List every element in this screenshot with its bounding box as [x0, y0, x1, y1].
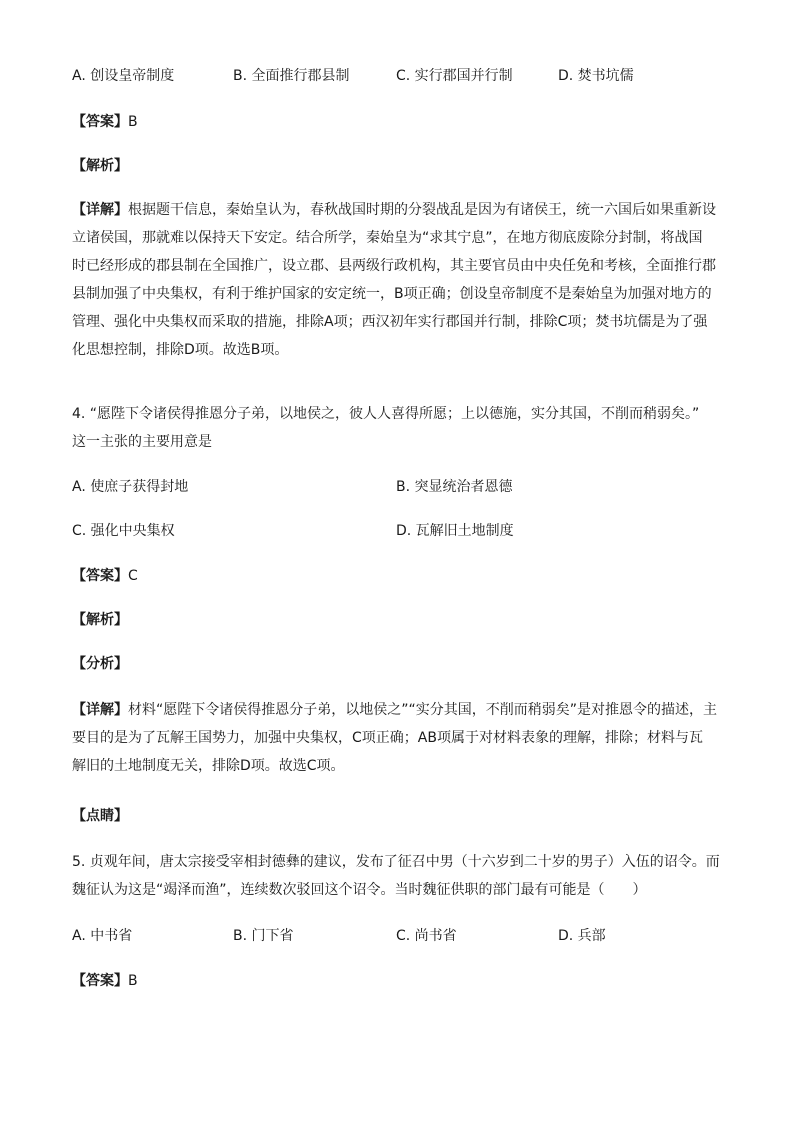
q4-fenxi-tag: 【分析】	[72, 656, 128, 672]
q3-option-b: B. 全面推行郡县制	[233, 68, 350, 84]
detail-tag: 【详解】	[72, 202, 128, 218]
q3-option-a: A. 创设皇帝制度	[72, 68, 175, 84]
answer-value: B	[128, 973, 138, 989]
answer-value: B	[128, 114, 138, 130]
q4-option-c: C. 强化中央集权	[72, 523, 175, 539]
answer-value: C	[128, 568, 138, 584]
q3-option-d: D. 焚书坑儒	[558, 68, 634, 84]
q4-option-a: A. 使庶子获得封地	[72, 479, 189, 495]
q4-dianjing-tag: 【点睛】	[72, 808, 128, 824]
answer-tag: 【答案】	[72, 114, 128, 130]
detail-tag: 【详解】	[72, 702, 128, 718]
stem-line: 4. “愿陛下令诸侯得推恩分子弟，以地侯之，彼人人喜得所愿；上以德施，实分其国，不削而稍弱矣。”	[72, 406, 700, 422]
detail-line: 【详解】材料“愿陛下令诸侯得推恩分子弟，以地侯之”“实分其国，不削而稍弱矣”是对推恩令的描述，主	[72, 702, 718, 718]
q5-option-a: A. 中书省	[72, 928, 133, 944]
q4-stem	[72, 400, 724, 456]
q4-option-b: B. 突显统治者恩德	[396, 479, 513, 495]
q4-answer	[72, 566, 138, 586]
detail-line: 时已经形成的郡县制在全国推广，设立郡、县两级行政机构，其主要官员由中央任免和考核，全面推行郡	[72, 258, 716, 274]
detail-line: 县制加强了中央集权，有利于维护国家的安定统一，B项正确；创设皇帝制度不是秦始皇为加强对地方的	[72, 286, 712, 302]
answer-tag: 【答案】	[72, 568, 128, 584]
detail-line: 解旧的土地制度无关，排除D项。故选C项。	[72, 758, 345, 774]
q5-answer	[72, 971, 138, 991]
q5-option-d: D. 兵部	[558, 928, 606, 944]
q5-stem	[72, 848, 724, 904]
q3-option-c: C. 实行郡国并行制	[396, 68, 513, 84]
q3-detail	[72, 196, 724, 364]
stem-line: 魏征认为这是“竭泽而渔”，连续数次驳回这个诏令。当时魏征供职的部门最有可能是（ ）	[72, 882, 647, 898]
detail-line: 【详解】根据题干信息，秦始皇认为，春秋战国时期的分裂战乱是因为有诸侯王，统一六国后如果重新设	[72, 202, 716, 218]
q3-analysis-tag: 【解析】	[72, 158, 128, 174]
answer-tag: 【答案】	[72, 973, 128, 989]
q5-option-c: C. 尚书省	[396, 928, 457, 944]
q4-detail	[72, 696, 724, 780]
q3-answer	[72, 112, 138, 132]
detail-line: 立诸侯国，那就难以保持天下安定。结合所学，秦始皇为“求其宁息”，在地方彻底废除分封制，将战国	[72, 230, 703, 246]
detail-line: 要目的是为了瓦解王国势力，加强中央集权，C项正确；AB项属于对材料表象的理解，排除；材料与瓦	[72, 730, 703, 746]
stem-line: 这一主张的主要用意是	[72, 434, 212, 450]
detail-line: 管理、强化中央集权而采取的措施，排除A项；西汉初年实行郡国并行制，排除C项；焚书坑儒是为了强	[72, 314, 708, 330]
detail-line: 化思想控制，排除D项。故选B项。	[72, 342, 289, 358]
q5-option-b: B. 门下省	[233, 928, 294, 944]
q4-analysis-tag: 【解析】	[72, 612, 128, 628]
stem-line: 5. 贞观年间，唐太宗接受宰相封德彝的建议，发布了征召中男（十六岁到二十岁的男子）入伍的诏令。而	[72, 854, 720, 870]
q4-option-d: D. 瓦解旧土地制度	[396, 523, 514, 539]
